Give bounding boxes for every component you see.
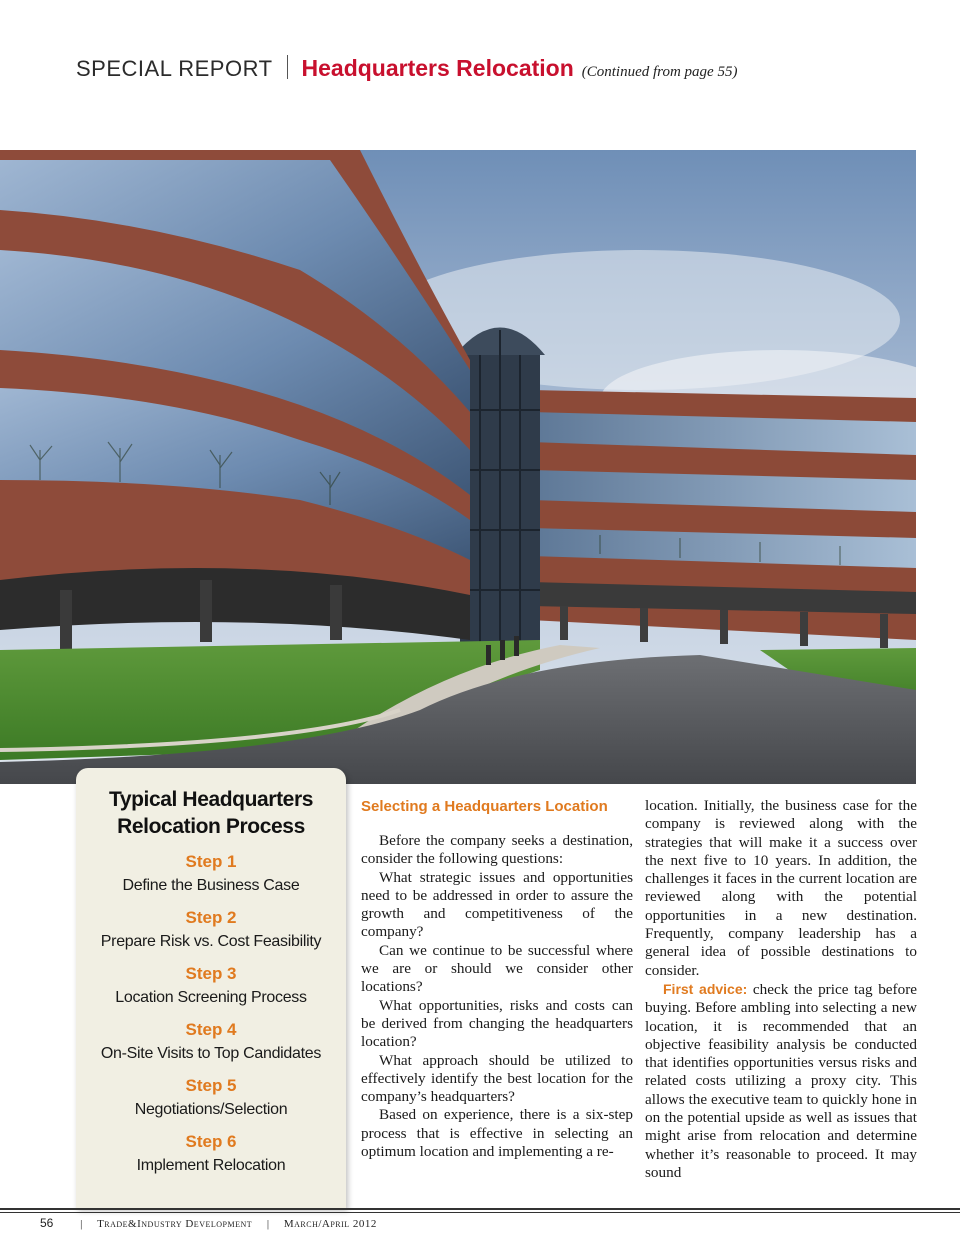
article-column-2 [645,797,917,1182]
process-step [76,850,346,898]
body-paragraph: Can we continue to be successful where we are or should we consider other locations? [361,941,633,996]
step-text: Prepare Risk vs. Cost Feasibility [100,933,322,950]
process-step [76,1130,346,1178]
body-paragraph: What approach should be utilized to effectively identify the best location for the company’s headquarters? [361,1051,633,1106]
footer-divider: | [80,1218,83,1230]
step-label: Step 2 [185,908,237,927]
step-text: Implement Relocation [136,1157,286,1174]
footer-divider: | [266,1218,270,1230]
header-divider [287,55,288,79]
step-label: Step 4 [185,1020,237,1039]
publication-name: Trade&Industry Development [97,1218,253,1230]
article-column-1 [361,796,633,1161]
body-paragraph: What opportunities, risks and costs can be derived from changing the headquarters location? [361,996,633,1051]
lead-in: First advice: [663,980,748,997]
step-label: Step 1 [185,852,237,871]
body-paragraph: What strategic issues and opportunities need to be addressed in order to assure the growth and competitiveness of the company? [361,868,633,941]
process-step [76,962,346,1010]
page-footer [40,1216,377,1230]
issue-date: March/April 2012 [283,1218,377,1230]
sidebar-title [76,786,346,840]
body-text: check the price tag before buying. Before ambling into selecting a new location, it is recommended that an objective feasibility analysis be conducted that identifies opportunities versus risks and related costs utilizing a proxy city. This allows the executive team to quickly hone in on the potential upside as well as issues that might arise from relocation and determine whether it’s reasonable to proceed. It may sound [645,980,917,1181]
section-heading: Selecting a Headquarters Location [361,798,608,815]
body-paragraph: Based on experience, there is a six-step process that is effective in selecting an optimum location and implementing a re- [361,1106,633,1161]
report-headline: Headquarters Relocation [301,55,574,81]
step-text: Define the Business Case [122,877,300,894]
process-step [76,1074,346,1122]
continued-note: (Continued from page 55) [581,64,738,80]
process-sidebar [76,768,346,1208]
page-header [76,52,737,88]
body-paragraph [645,980,917,1182]
process-step [76,906,346,954]
sidebar-title-line2: Relocation Process [117,815,305,838]
body-paragraph: Before the company seeks a destination, consider the following questions: [361,832,633,868]
process-step [76,1018,346,1066]
body-paragraph: location. Initially, the business case for the company is reviewed along with the strategies that will make it a success over the next five to 10 years. In addition, the challenges it faces in the current location are reviewed along with the potential opportunities in a new destination. Frequently, company leadership has a general idea of possible destinations to consider. [645,797,917,979]
footer-rule [0,1208,960,1210]
office-building-photo [0,150,916,784]
step-text: On-Site Visits to Top Candidates [100,1045,322,1062]
page-number: 56 [40,1216,54,1230]
footer-rule [0,1212,960,1213]
step-label: Step 6 [185,1132,237,1151]
step-label: Step 3 [185,964,237,983]
step-label: Step 5 [185,1076,237,1095]
sidebar-title-line1: Typical Headquarters [108,788,314,811]
step-text: Negotiations/Selection [134,1101,288,1118]
step-text: Location Screening Process [115,989,307,1006]
section-kicker: SPECIAL REPORT [76,56,273,81]
